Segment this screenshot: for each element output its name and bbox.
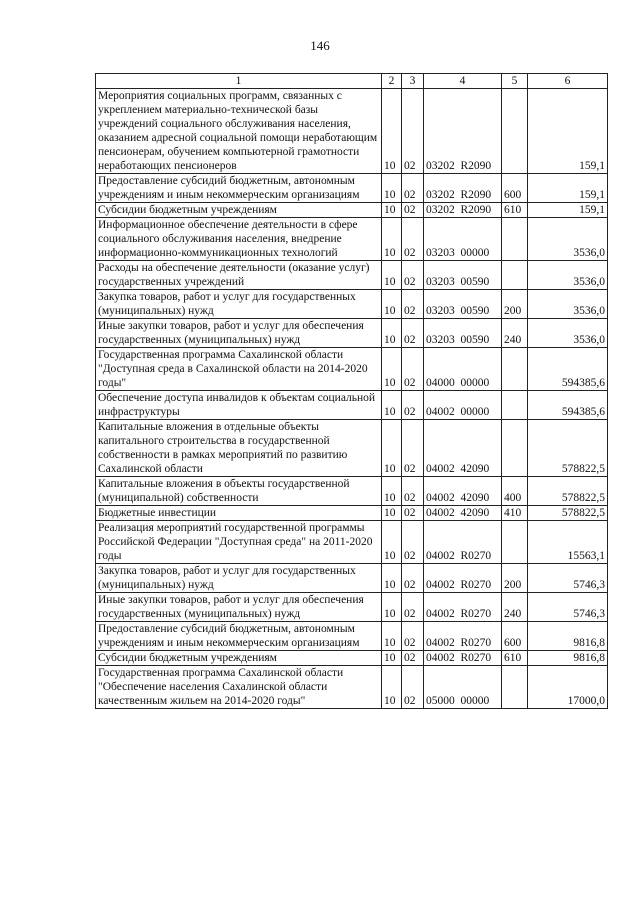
page-number: 146 (310, 38, 330, 53)
row-subsection: 02 (402, 651, 424, 666)
row-section: 10 (382, 319, 402, 348)
table-header-row (96, 74, 608, 89)
row-name: Субсидии бюджетным учреждениям (96, 651, 382, 666)
row-expense-type (502, 261, 528, 290)
row-expense-type: 600 (502, 174, 528, 203)
row-subsection: 02 (402, 319, 424, 348)
row-target-article: 04000 00000 (424, 348, 502, 391)
column-header: 3 (402, 74, 424, 89)
row-name: Государственная программа Сахалинской области "Обеспечение населения Сахалинской области качественным жильем на 2014-2020 годы" (96, 666, 382, 709)
row-expense-type (502, 89, 528, 174)
row-name: Закупка товаров, работ и услуг для государственных (муниципальных) нужд (96, 564, 382, 593)
row-name: Государственная программа Сахалинской области "Доступная среда в Сахалинской области на 2014-2020 годы" (96, 348, 382, 391)
row-subsection: 02 (402, 290, 424, 319)
row-amount: 17000,0 (528, 666, 608, 709)
row-name: Бюджетные инвестиции (96, 506, 382, 521)
row-section: 10 (382, 564, 402, 593)
budget-table (95, 73, 608, 709)
row-section: 10 (382, 290, 402, 319)
row-amount: 159,1 (528, 203, 608, 218)
row-section: 10 (382, 666, 402, 709)
row-name: Информационное обеспечение деятельности в сфере социального обслуживания населения, внедрение информационно-коммуникационных технологий (96, 218, 382, 261)
column-header: 5 (502, 74, 528, 89)
row-subsection: 02 (402, 261, 424, 290)
row-section: 10 (382, 593, 402, 622)
row-amount: 159,1 (528, 174, 608, 203)
row-amount: 3536,0 (528, 218, 608, 261)
row-expense-type (502, 666, 528, 709)
row-section: 10 (382, 391, 402, 420)
row-target-article: 03202 R2090 (424, 203, 502, 218)
row-name: Предоставление субсидий бюджетным, автономным учреждениям и иным некоммерческим организациям (96, 622, 382, 651)
row-expense-type (502, 521, 528, 564)
row-amount: 3536,0 (528, 261, 608, 290)
row-amount: 578822,5 (528, 477, 608, 506)
row-target-article: 03203 00590 (424, 319, 502, 348)
row-expense-type: 410 (502, 506, 528, 521)
table-row (96, 218, 608, 261)
row-name: Субсидии бюджетным учреждениям (96, 203, 382, 218)
table-row (96, 593, 608, 622)
row-subsection: 02 (402, 477, 424, 506)
row-name: Закупка товаров, работ и услуг для государственных (муниципальных) нужд (96, 290, 382, 319)
row-amount: 578822,5 (528, 506, 608, 521)
row-expense-type: 600 (502, 622, 528, 651)
row-amount: 5746,3 (528, 593, 608, 622)
row-subsection: 02 (402, 622, 424, 651)
row-subsection: 02 (402, 391, 424, 420)
row-expense-type: 200 (502, 564, 528, 593)
table-row (96, 319, 608, 348)
table-row (96, 666, 608, 709)
table-row (96, 391, 608, 420)
table-row (96, 89, 608, 174)
row-target-article: 04002 R0270 (424, 593, 502, 622)
row-target-article: 04002 42090 (424, 477, 502, 506)
column-header: 6 (528, 74, 608, 89)
row-section: 10 (382, 203, 402, 218)
row-expense-type: 610 (502, 203, 528, 218)
row-section: 10 (382, 651, 402, 666)
row-name: Иные закупки товаров, работ и услуг для обеспечения государственных (муниципальных) нужд (96, 319, 382, 348)
row-target-article: 04002 42090 (424, 420, 502, 477)
row-target-article: 05000 00000 (424, 666, 502, 709)
row-subsection: 02 (402, 666, 424, 709)
row-expense-type: 200 (502, 290, 528, 319)
row-name: Обеспечение доступа инвалидов к объектам социальной инфраструктуры (96, 391, 382, 420)
row-target-article: 03202 R2090 (424, 174, 502, 203)
row-subsection: 02 (402, 420, 424, 477)
row-subsection: 02 (402, 89, 424, 174)
row-expense-type: 240 (502, 593, 528, 622)
row-target-article: 04002 00000 (424, 391, 502, 420)
row-amount: 578822,5 (528, 420, 608, 477)
row-amount: 594385,6 (528, 348, 608, 391)
table-row (96, 290, 608, 319)
row-section: 10 (382, 420, 402, 477)
table-row (96, 420, 608, 477)
row-target-article: 04002 R0270 (424, 521, 502, 564)
row-expense-type (502, 391, 528, 420)
row-name: Капитальные вложения в отдельные объекты капитального строительства в государственной собственности в рамках мероприятий по развитию Сахалинской области (96, 420, 382, 477)
table-row (96, 174, 608, 203)
table-row (96, 261, 608, 290)
table-row (96, 506, 608, 521)
row-section: 10 (382, 174, 402, 203)
row-amount: 9816,8 (528, 622, 608, 651)
row-expense-type (502, 218, 528, 261)
table-row (96, 521, 608, 564)
row-section: 10 (382, 89, 402, 174)
row-section: 10 (382, 261, 402, 290)
row-subsection: 02 (402, 218, 424, 261)
row-expense-type (502, 420, 528, 477)
row-section: 10 (382, 622, 402, 651)
row-amount: 594385,6 (528, 391, 608, 420)
row-amount: 5746,3 (528, 564, 608, 593)
column-header: 4 (424, 74, 502, 89)
row-amount: 3536,0 (528, 319, 608, 348)
row-target-article: 04002 R0270 (424, 651, 502, 666)
row-amount: 3536,0 (528, 290, 608, 319)
row-expense-type (502, 348, 528, 391)
table-row (96, 564, 608, 593)
table-row (96, 203, 608, 218)
row-subsection: 02 (402, 174, 424, 203)
row-target-article: 03203 00590 (424, 261, 502, 290)
row-name: Капитальные вложения в объекты государственной (муниципальной) собственности (96, 477, 382, 506)
row-section: 10 (382, 348, 402, 391)
table-row (96, 477, 608, 506)
row-subsection: 02 (402, 203, 424, 218)
column-header: 2 (382, 74, 402, 89)
table-row (96, 348, 608, 391)
row-amount: 15563,1 (528, 521, 608, 564)
row-amount: 9816,8 (528, 651, 608, 666)
row-target-article: 04002 42090 (424, 506, 502, 521)
row-name: Предоставление субсидий бюджетным, автономным учреждениям и иным некоммерческим организациям (96, 174, 382, 203)
table-row (96, 651, 608, 666)
row-subsection: 02 (402, 521, 424, 564)
row-subsection: 02 (402, 593, 424, 622)
row-target-article: 04002 R0270 (424, 622, 502, 651)
row-target-article: 03203 00000 (424, 218, 502, 261)
row-expense-type: 610 (502, 651, 528, 666)
row-expense-type: 400 (502, 477, 528, 506)
row-section: 10 (382, 521, 402, 564)
column-header: 1 (96, 74, 382, 89)
table-row (96, 622, 608, 651)
row-name: Реализация мероприятий государственной программы Российской Федерации "Доступная среда" на 2011-2020 годы (96, 521, 382, 564)
row-name: Расходы на обеспечение деятельности (оказание услуг) государственных учреждений (96, 261, 382, 290)
row-name: Иные закупки товаров, работ и услуг для обеспечения государственных (муниципальных) нужд (96, 593, 382, 622)
row-subsection: 02 (402, 506, 424, 521)
row-target-article: 04002 R0270 (424, 564, 502, 593)
row-subsection: 02 (402, 348, 424, 391)
row-section: 10 (382, 477, 402, 506)
row-name: Мероприятия социальных программ, связанных с укреплением материально-технической базы учреждений социального обслуживания населения, оказанием адресной социальной помощи неработающим пенсионерам, обучением компьютерной грамотности неработающих пенсионеров (96, 89, 382, 174)
row-section: 10 (382, 506, 402, 521)
row-target-article: 03202 R2090 (424, 89, 502, 174)
row-amount: 159,1 (528, 89, 608, 174)
row-subsection: 02 (402, 564, 424, 593)
row-section: 10 (382, 218, 402, 261)
row-expense-type: 240 (502, 319, 528, 348)
row-target-article: 03203 00590 (424, 290, 502, 319)
